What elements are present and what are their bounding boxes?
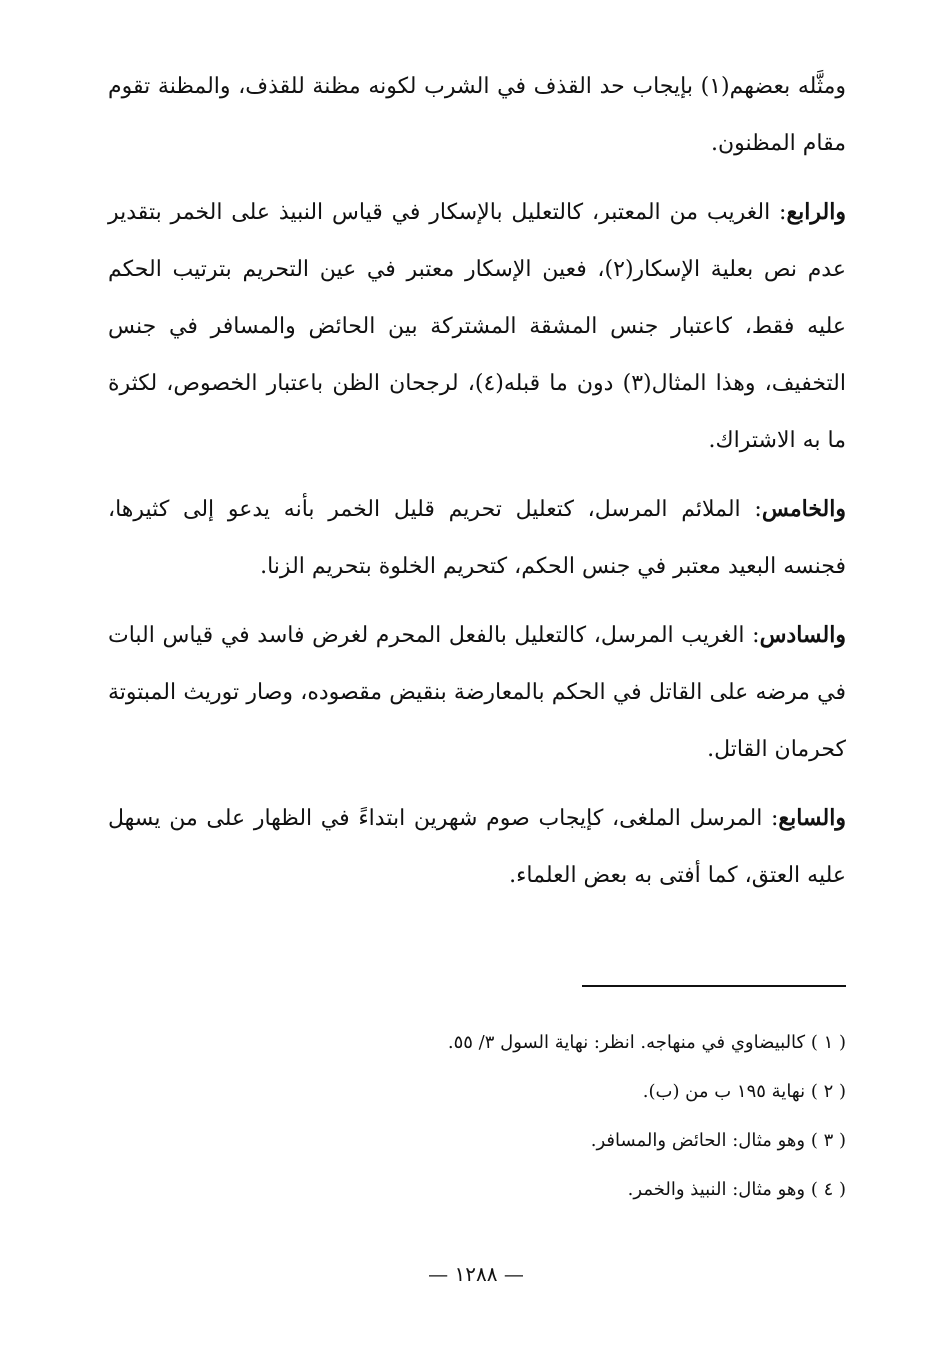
paragraph-fifth	[108, 481, 846, 595]
paragraph-fourth	[108, 184, 846, 469]
footnote-separator	[582, 985, 846, 987]
paragraph-lead: والرابع	[786, 199, 846, 225]
footnotes	[108, 1018, 846, 1214]
paragraph-lead: والخامس	[761, 496, 846, 522]
paragraph-seventh	[108, 790, 846, 904]
paragraph-sixth	[108, 607, 846, 778]
paragraph-text: : الملائم المرسل، كتعليل تحريم قليل الخمر بأنه يدعو إلى كثيرها، فجنسه البعيد معتبر في جنس الحكم، كتحريم الخلوة بتحريم الزنا.	[108, 497, 846, 579]
footnote-3: ( ٣ ) وهو مثال: الحائض والمسافر.	[590, 1130, 846, 1151]
paragraph-text: : الغريب من المعتبر، كالتعليل بالإسكار في قياس النبيذ على الخمر بتقدير عدم نص بعلية الإسكار(٢)، فعين الإسكار معتبر في عين التحريم بترتيب الحكم عليه فقط، كاعتبار جنس المشقة المشتركة بين الحائض والمسافر في جنس التخفيف، وهذا المثال(٣) دون ما قبله(٤)، لرجحان الظن باعتبار الخصوص، لكثرة ما به الاشتراك.	[108, 200, 846, 453]
footnote-1: ( ١ ) كالبيضاوي في منهاجه. انظر: نهاية السول ٣/ ٥٥.	[447, 1032, 846, 1053]
main-text	[108, 58, 846, 916]
paragraph-text: : الغريب المرسل، كالتعليل بالفعل المحرم لغرض فاسد في قياس البات في مرضه على القاتل في الحكم بالمعارضة بنقيض مقصوده، وصار توريث المبتوتة كحرمان القاتل.	[108, 623, 846, 762]
footnote-2: ( ٢ ) نهاية ١٩٥ ب من (ب).	[642, 1081, 846, 1102]
footnote-4: ( ٤ ) وهو مثال: النبيذ والخمر.	[627, 1179, 846, 1200]
paragraph-intro	[108, 58, 846, 172]
paragraph-lead: والسادس	[759, 622, 846, 648]
paragraph-text: ومثَّله بعضهم(١) بإيجاب حد القذف في الشرب لكونه مظنة للقذف، والمظنة تقوم مقام المظنون.	[108, 74, 846, 156]
page-number: — ١٢٨٨ —	[428, 1262, 524, 1286]
paragraph-text: : المرسل الملغى، كإيجاب صوم شهرين ابتداءً في الظهار على من يسهل عليه العتق، كما أفتى به بعض العلماء.	[108, 806, 846, 888]
paragraph-lead: والسابع	[778, 805, 846, 831]
